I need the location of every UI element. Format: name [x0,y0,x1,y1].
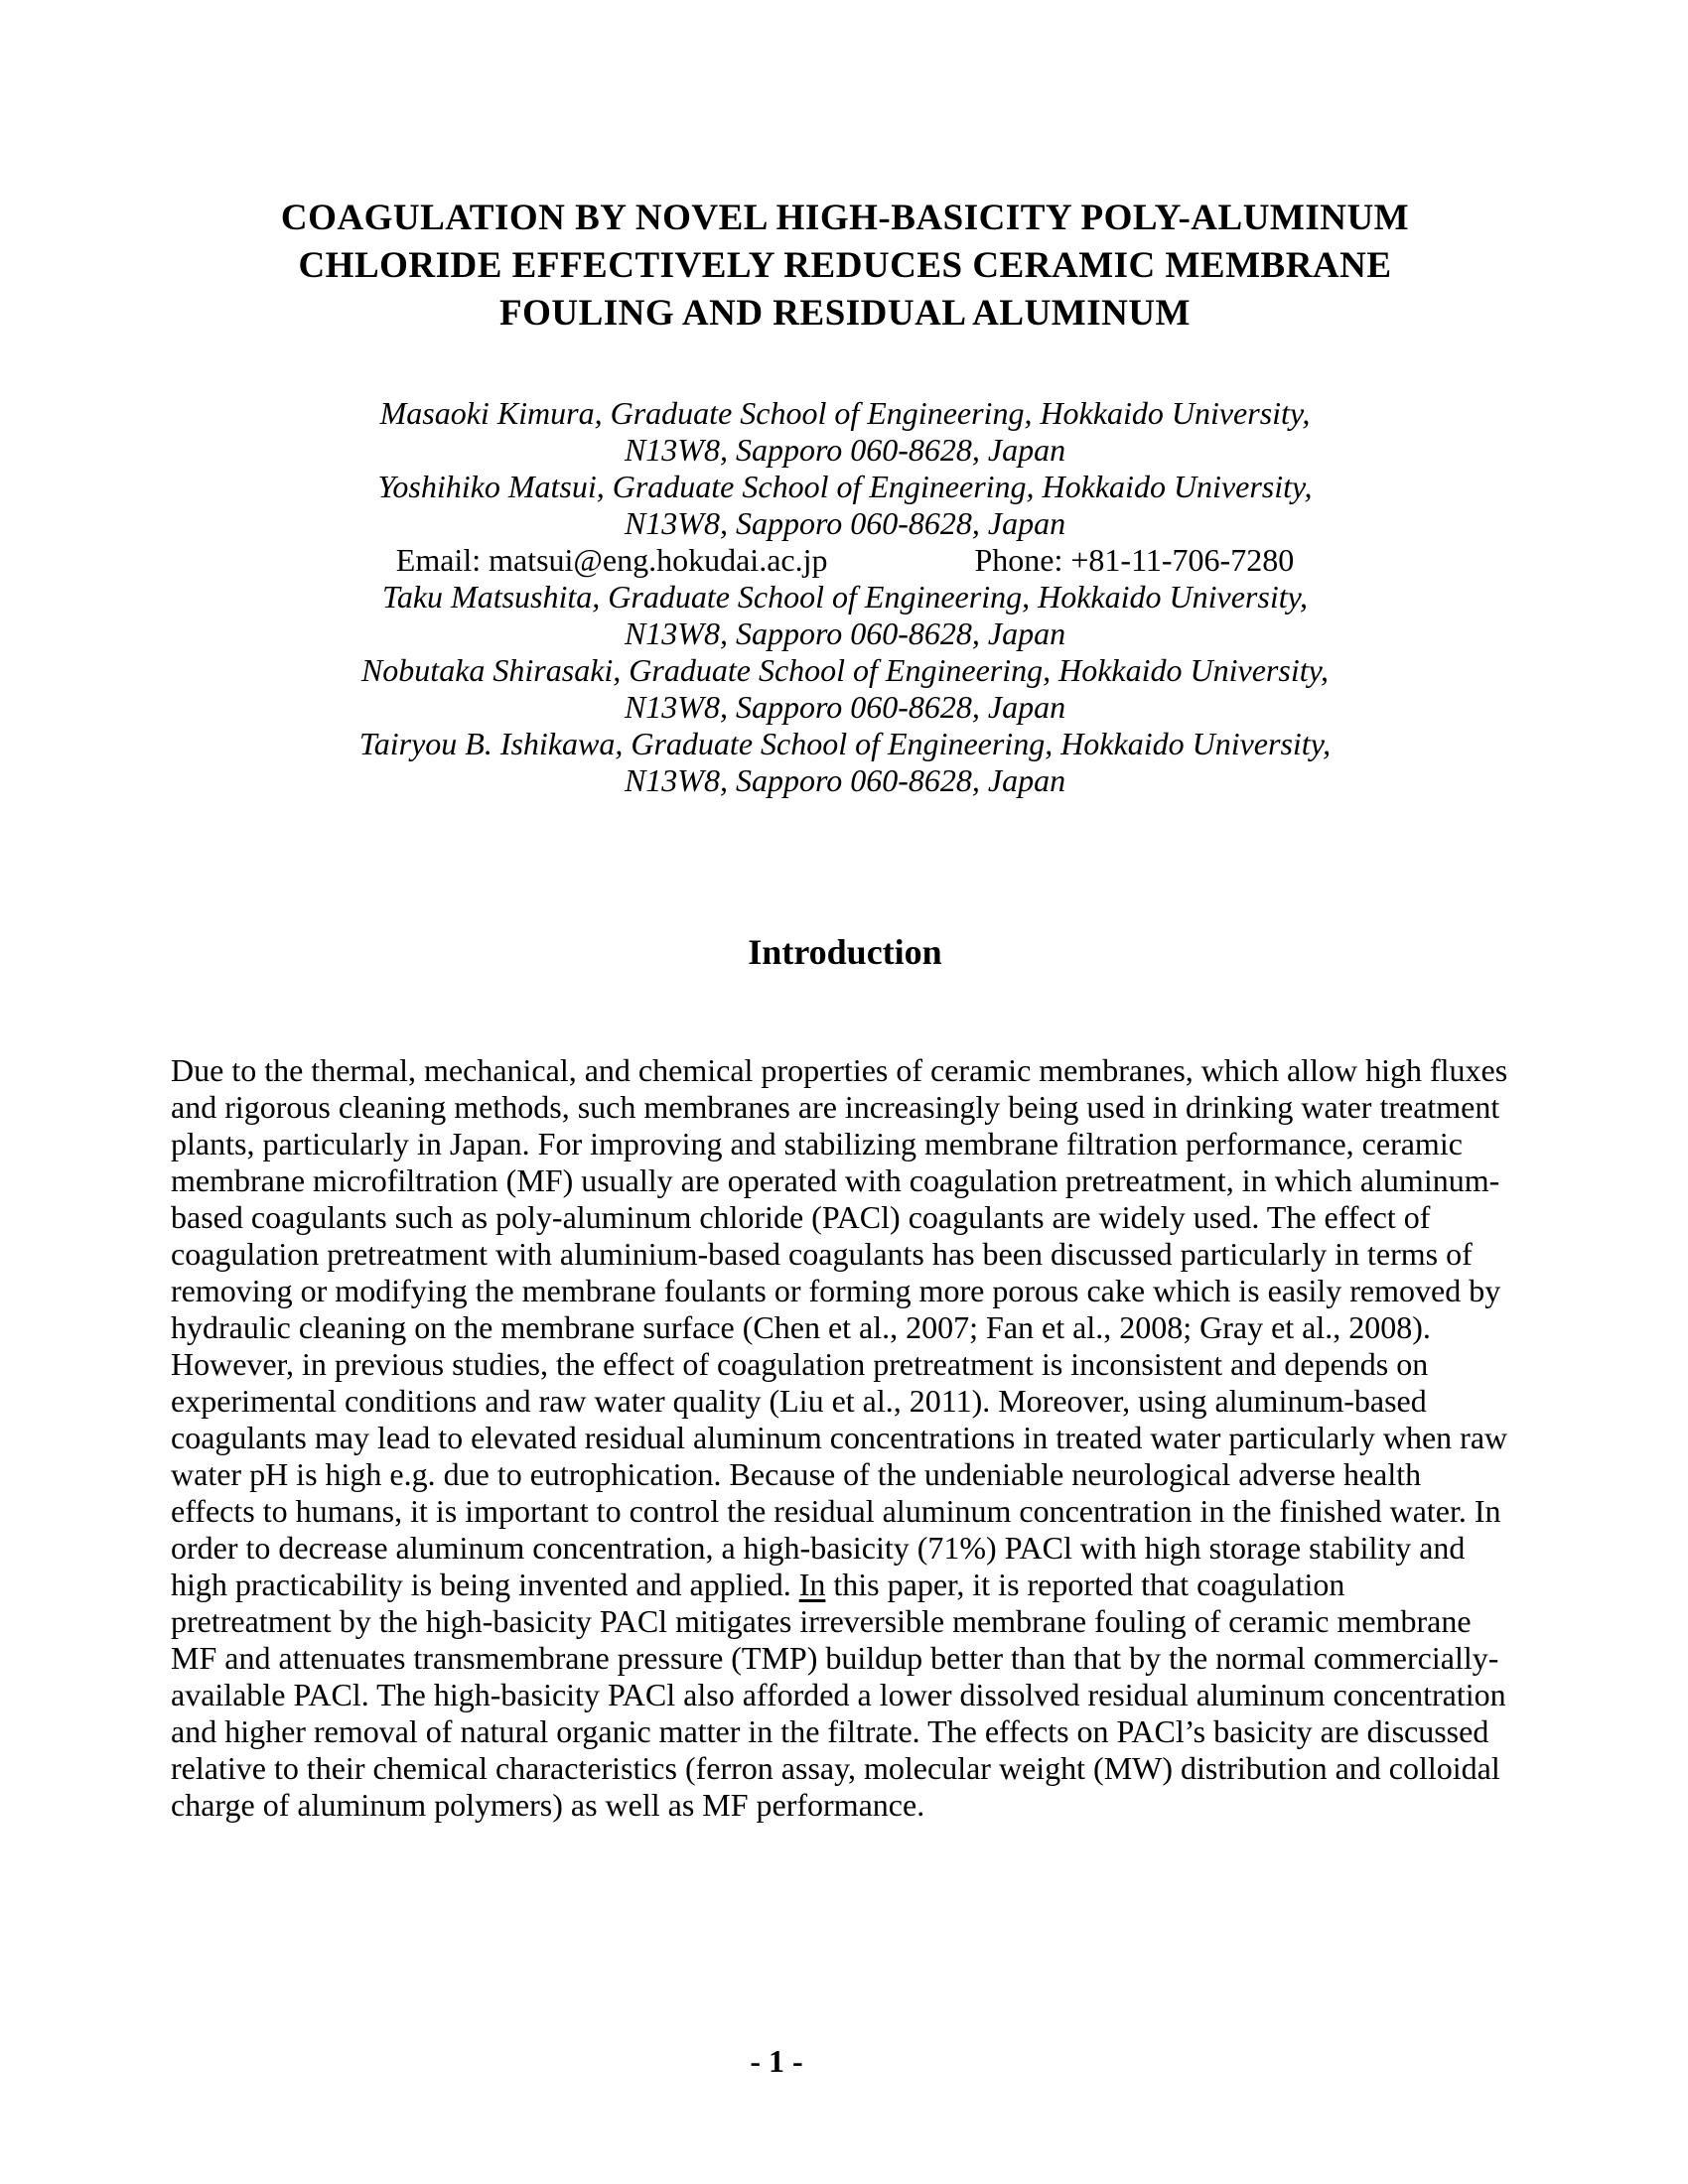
introduction-paragraph [171,1052,1509,1824]
author-address: N13W8, Sapporo 060-8628, Japan [624,762,1066,798]
underlined-word: In [798,1567,826,1602]
author-address: N13W8, Sapporo 060-8628, Japan [624,432,1066,468]
author-address: N13W8, Sapporo 060-8628, Japan [624,505,1066,541]
author-address: N13W8, Sapporo 060-8628, Japan [624,689,1066,725]
phone-text: Phone: +81-11-706-7280 [974,542,1295,578]
contact-line [171,542,1519,579]
author-name-affiliation: Tairyou B. Ishikawa, Graduate School of Engineering, Hokkaido University, [358,726,1332,761]
email-text: Email: matsui@eng.hokudai.ac.jp [395,542,828,578]
author-name-affiliation: Taku Matsushita, Graduate School of Engineering, Hokkaido University, [381,579,1309,614]
page-number: - 1 - [750,2043,803,2079]
author-name-affiliation: Yoshihiko Matsui, Graduate School of Engineering, Hokkaido University, [377,469,1313,504]
author-block [171,395,1519,799]
paper-title [171,195,1519,338]
title-line-1: COAGULATION BY NOVEL HIGH-BASICITY POLY-ALUMINUM [280,198,1410,238]
title-line-3: FOULING AND RESIDUAL ALUMINUM [499,293,1191,334]
introduction-heading: Introduction [748,932,942,972]
paragraph-part-2: this paper, it is reported that coagulation pretreatment by the high-basicity PACl mitigates irreversible membrane fouling of ceramic membrane MF and attenuates transmembrane pressure (TMP) buildup better than that by the normal commercially-available PACl. The high-basicity PACl also afforded a lower dissolved residual aluminum concentration and higher removal of natural organic matter in the filtrate. The effects on PACl’s basicity are discussed relative to their chemical characteristics (ferron assay, molecular weight (MW) distribution and colloidal charge of aluminum polymers) as well as MF performance. [171,1567,1506,1823]
author-name-affiliation: Masaoki Kimura, Graduate School of Engineering, Hokkaido University, [379,395,1311,431]
author-address: N13W8, Sapporo 060-8628, Japan [624,615,1066,651]
author-name-affiliation: Nobutaka Shirasaki, Graduate School of Engineering, Hokkaido University, [360,652,1330,688]
title-line-2: CHLORIDE EFFECTIVELY REDUCES CERAMIC MEMBRANE [298,245,1392,286]
paragraph-part-1: Due to the thermal, mechanical, and chemical properties of ceramic membranes, which allow high fluxes and rigorous cleaning methods, such membranes are increasingly being used in drinking water treatment plants, particularly in Japan. For improving and stabilizing membrane filtration performance, ceramic membrane microfiltration (MF) usually are operated with coagulation pretreatment, in which aluminum-based coagulants such as poly-aluminum chloride (PACl) coagulants are widely used. The effect of coagulation pretreatment with aluminium-based coagulants has been discussed particularly in terms of removing or modifying the membrane foulants or forming more porous cake which is easily removed by hydraulic cleaning on the membrane surface (Chen et al., 2007; Fan et al., 2008; Gray et al., 2008). However, in previous studies, the effect of coagulation pretreatment is inconsistent and depends on experimental conditions and raw water quality (Liu et al., 2011). Moreover, using aluminum-based coagulants may lead to elevated residual aluminum concentrations in treated water particularly when raw water pH is high e.g. due to eutrophication. Because of the undeniable neurological adverse health effects to humans, it is important to control the residual aluminum concentration in the finished water. In order to decrease aluminum concentration, a high-basicity (71%) PACl with high storage stability and high practicability is being invented and applied. [171,1052,1508,1602]
